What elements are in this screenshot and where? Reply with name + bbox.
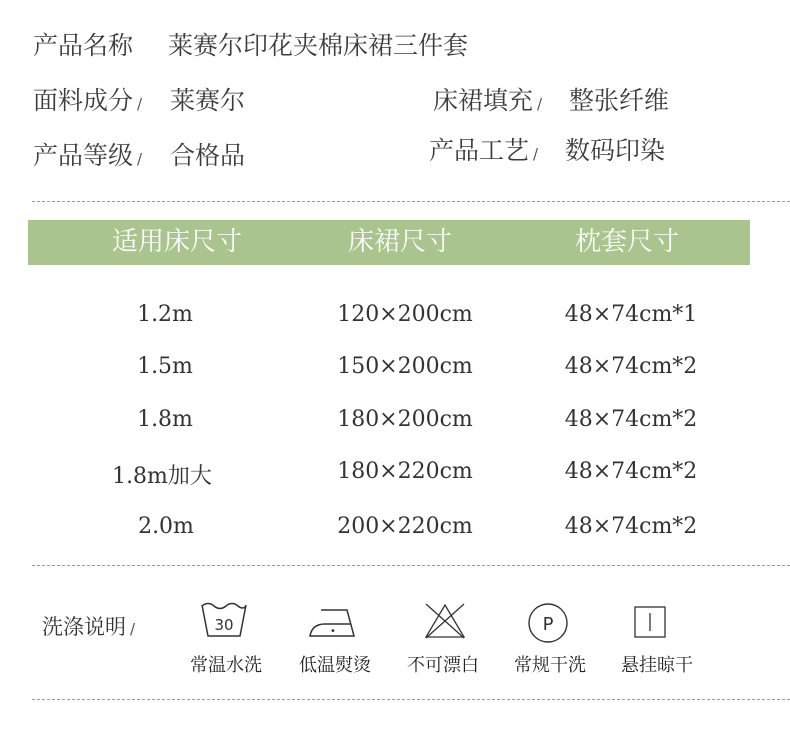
- craft-label: [429, 136, 538, 169]
- iron-low-icon: [307, 600, 359, 640]
- divider-top: [32, 201, 790, 202]
- washtub-30-icon: [199, 600, 249, 640]
- fabric-label: [33, 86, 142, 119]
- line-dry-label: 悬挂晾干: [621, 655, 693, 676]
- skirt-size-cell: 150×200cm: [337, 354, 473, 379]
- fabric-label-text: 面料成分: [33, 86, 134, 115]
- product-name-label: 产品名称: [33, 31, 134, 60]
- fabric-value: 莱赛尔: [170, 86, 246, 115]
- header-skirt-size: 床裙尺寸: [347, 227, 453, 257]
- filling-label: [433, 86, 542, 119]
- dry-clean-letter: P: [542, 614, 554, 635]
- bed-size-cell: 1.8m加大: [112, 464, 212, 489]
- skirt-size-cell: 180×220cm: [337, 459, 473, 484]
- no-bleach-label: 不可漂白: [407, 655, 479, 676]
- separator: /: [130, 620, 136, 638]
- iron-label: 低温熨烫: [299, 655, 371, 676]
- size-table-header: [28, 220, 750, 265]
- separator: /: [533, 145, 539, 163]
- header-bed-size: 适用床尺寸: [111, 227, 243, 257]
- filling-value: 整张纤维: [569, 86, 670, 115]
- product-name-value: 莱赛尔印花夹棉床裙三件套: [168, 31, 469, 60]
- pillow-size-cell: 48×74cm*2: [564, 354, 698, 379]
- skirt-size-cell: 180×200cm: [337, 407, 473, 432]
- pillow-size-cell: 48×74cm*1: [564, 302, 698, 327]
- skirt-size-cell: 200×220cm: [337, 514, 473, 539]
- bed-size-cell: 1.5m: [137, 354, 193, 379]
- wash-temp-text: 30: [214, 616, 234, 634]
- pillow-size-cell: 48×74cm*2: [564, 514, 698, 539]
- bed-size-cell: 1.8m: [137, 407, 193, 432]
- skirt-size-cell: 120×200cm: [337, 302, 473, 327]
- craft-value: 数码印染: [565, 136, 666, 165]
- grade-label-text: 产品等级: [33, 141, 134, 170]
- wash-label: 常温水洗: [190, 655, 262, 676]
- pillow-size-cell: 48×74cm*2: [564, 459, 698, 484]
- iron-dot-text: •: [330, 626, 336, 637]
- bed-size-cell: 1.2m: [137, 302, 193, 327]
- divider-middle: [32, 565, 790, 566]
- line-dry-icon: [633, 605, 667, 639]
- grade-value: 合格品: [170, 141, 246, 170]
- separator: /: [137, 150, 143, 168]
- header-pillow-size: 枕套尺寸: [574, 227, 680, 257]
- filling-label-text: 床裙填充: [433, 86, 534, 115]
- divider-bottom: [32, 699, 790, 700]
- separator: /: [537, 95, 543, 113]
- no-bleach-icon: [422, 600, 468, 640]
- separator: /: [137, 95, 143, 113]
- washing-label-text: 洗涤说明: [42, 615, 126, 639]
- craft-label-text: 产品工艺: [429, 136, 530, 165]
- washing-label: [42, 611, 135, 641]
- grade-label: [33, 141, 142, 174]
- bed-size-cell: 2.0m: [138, 514, 194, 539]
- dry-clean-p-icon: [526, 601, 570, 645]
- dry-clean-label: 常规干洗: [514, 655, 586, 676]
- pillow-size-cell: 48×74cm*2: [564, 407, 698, 432]
